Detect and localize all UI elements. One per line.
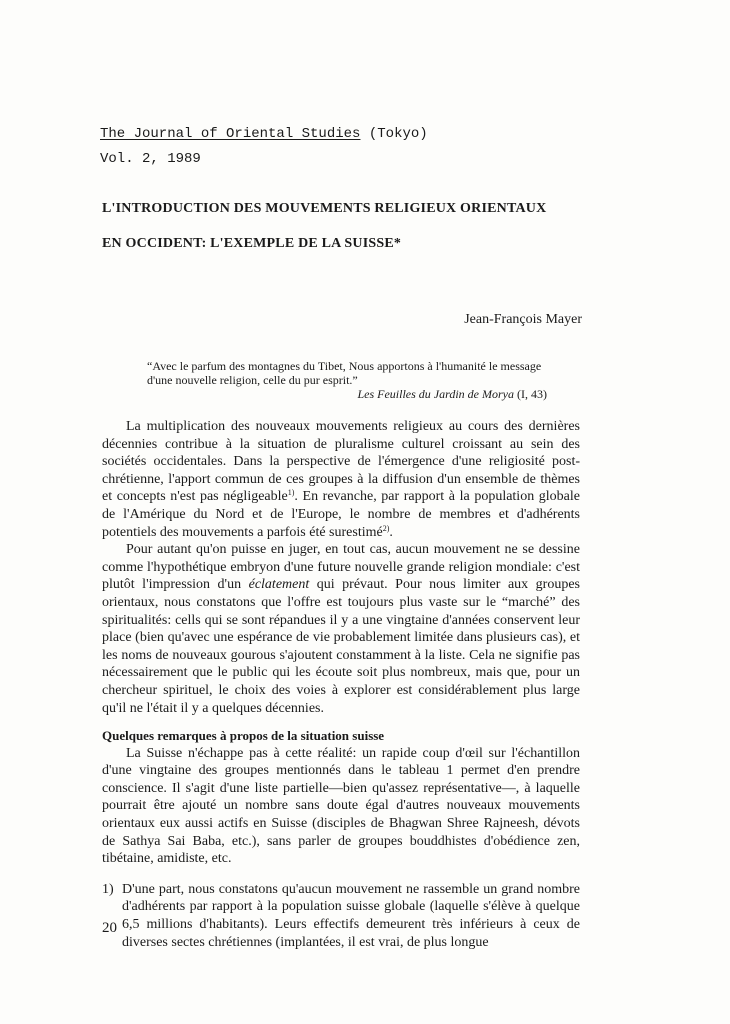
section-heading: Quelques remarques à propos de la situation suisse xyxy=(102,728,385,744)
journal-name: The Journal of Oriental Studies xyxy=(100,126,361,142)
journal-volume: Vol. 2, 1989 xyxy=(100,151,201,167)
paragraph-1-text-b: . En revanche, par rapport à la population globale de l'Amérique du Nord et de l'Europe, le nombre de membres et d'adhérents potentiels des mouvements a parfois été surestimé xyxy=(102,489,581,540)
paragraph-2-text-b: qui prévaut. Pour nous limiter aux groupes orientaux, nous constatons que l'offre est toujours plus vaste sur le “marché” des spiritualités: cells qui se sont répandues il y a une vingtaine d'années conservent leur place (bien qu'avec une espérance de vie probablement limitée dans plusieurs cas), et les noms de nouveaux gourous s'ajoutent constamment à la liste. Cela ne signifie pas nécessairement que le public qui les écoute soit plus nombreux, mais que, pour un chercheur spirituel, le choix des voies à explorer est considérablement plus large qu'il ne l'était il y a quelques décennies. xyxy=(102,577,580,716)
author: Jean-François Mayer xyxy=(464,312,582,327)
journal-city: (Tokyo) xyxy=(368,126,428,142)
epigraph-quote: “Avec le parfum des montagnes du Tibet, Nous apportons à l'humanité le message d'une nouvelle religion, celle du pur esprit.” xyxy=(147,359,542,387)
numbered-item-1-text: D'une part, nous constatons qu'aucun mouvement ne rassemble un grand nombre d'adhérents par rapport à la population suisse globale (laquelle s'élève à quelque 6,5 millions d'habitants). Leurs effectifs demeurent très inférieurs à ceux de diverses sectes chrétiennes (implantées, il est vrai, de plus longue xyxy=(122,881,580,950)
paragraph-2-text-a: Pour autant qu'on puisse en juger, en tout cas, aucun mouvement ne se dessine comme l'hypothétique embryon d'une future nouvelle grande religion mondiale: c'est plutôt l'impression d'un xyxy=(102,542,580,593)
paragraph-2-emphasis: éclatement xyxy=(248,577,310,593)
article-title-line2: EN OCCIDENT: L'EXEMPLE DE LA SUISSE* xyxy=(102,236,402,251)
paragraph-1-text-a: La multiplication des nouveaux mouvements religieux au cours des dernières décennies contribue à la situation de pluralisme culturel croissant au sein des sociétés occidentales. Dans la perspective de l'émergence d'une religiosité post-chrétienne, l'apport commun de ces groupes à la diffusion d'un ensemble de thèmes et concepts n'est pas négligeable xyxy=(102,419,580,505)
numbered-item-1-number: 1) xyxy=(102,881,114,897)
paragraph-3: La Suisse n'échappe pas à cette réalité: un rapide coup d'œil sur l'échantillon d'une vingtaine des groupes mentionnés dans le tableau 1 permet d'en prendre conscience. Il s'agit d'une liste partielle—bien qu'assez représentative—, à laquelle pourrait être ajouté un nombre sans doute égal d'autres nouveaux mouvements orientaux eux aussi actifs en Suisse (disciples de Bhagwan Shree Rajneesh, dévots de Sathya Sai Baba, etc.), sans parler de groupes bouddhistes d'obédience zen, tibétaine, amidiste, etc. xyxy=(102,745,580,867)
paragraph-2 xyxy=(102,541,580,717)
footnote-ref-1: 1) xyxy=(287,488,295,498)
epigraph-source xyxy=(147,387,547,401)
epigraph xyxy=(147,359,547,401)
page-number: 20 xyxy=(102,920,117,936)
paragraph-1 xyxy=(102,418,580,541)
paragraph-1-text-c: . xyxy=(389,524,393,540)
journal-header xyxy=(100,126,428,142)
numbered-item-1 xyxy=(102,881,580,951)
epigraph-source-ref: (I, 43) xyxy=(517,387,547,401)
epigraph-source-title: Les Feuilles du Jardin de Morya xyxy=(357,387,514,401)
article-title-line1: L'INTRODUCTION DES MOUVEMENTS RELIGIEUX ORIENTAUX xyxy=(102,201,547,216)
footnote-ref-2: 2) xyxy=(382,523,390,533)
article-body xyxy=(102,418,580,951)
